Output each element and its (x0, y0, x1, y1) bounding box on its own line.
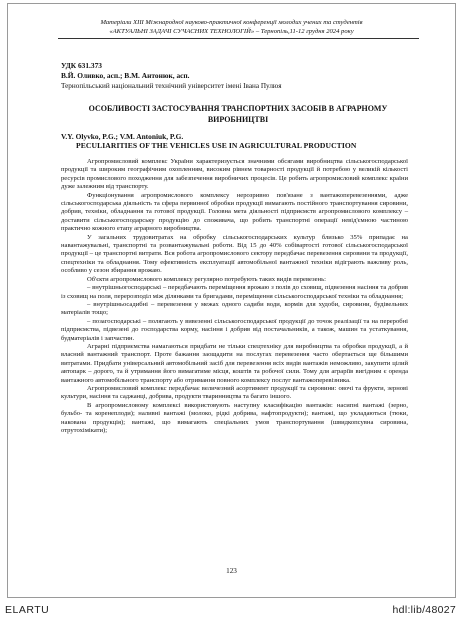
paragraph: Функціонування агропромислового комплексу нерозривно пов'язане з вантажоперевезеннями, адже сільськогосподарська діяльність та сфера первинної обробки продукції вимагають постійного транспортування сировини, добрив, техніки, обладнання та готової продукції. Головна мета діяльності підприємств агропромислового комплексу – доставити сільськогосподарську продукцію до споживача, що робить транспортні операції невід'ємною частиною практично кожного етапу аграрного виробництва. (61, 191, 408, 233)
article-body (61, 158, 408, 435)
affiliation-ukrainian: Тернопільський національний технічний університет імені Івана Пулюя (61, 82, 282, 90)
header-divider (58, 38, 419, 39)
paragraph: У загальних трудовитратах на обробку сільськогосподарських культур близько 35% припадає на навантажувальні, транспортні та розвантажувальні роботи. Від 15 до 40% собівартості готової сільськогосподарської продукції – це транспортні витрати. Вся робота агропромислового сектору передбачає перевезення сировини та продукції, спецтехніки та обладнання. Тому ефективність експлуатації автомобільної вантажної техніки відіграють важливу роль, особливо у сезон збирання врожаю. (61, 233, 408, 275)
list-item: – внутрішньогосподарські – передбачають переміщення врожаю з полів до сховищ, підвезення насіння та добрив із сховищ на поля, перерозподіл між ділянками та бригадами, переміщення сільськогосподарської техніки та обладнання; (61, 284, 408, 300)
conference-header-line2: «АКТУАЛЬНІ ЗАДАЧІ СУЧАСНИХ ТЕХНОЛОГІЙ» – Тернопіль,11-12 грудня 2024 року (109, 28, 354, 35)
authors-english: V.Y. Olyvko, P.G.; V.M. Antoniuk, P.G. (61, 132, 184, 141)
repository-name: ELARTU (5, 604, 50, 616)
paragraph: Об'єкти агропромислового комплексу регулярно потребують таких видів перевезень: (87, 275, 326, 283)
udk-code: УДК 631.373 (61, 61, 102, 70)
paragraph: Агропромисловий комплекс передбачає величезний асортимент продукції та сировини: овочі та фрукти, зернові культури, насіння та саджанці, добрива, продукти тваринництва та багато іншого. (61, 384, 408, 401)
title-ukrainian: ОСОБЛИВОСТІ ЗАСТОСУВАННЯ ТРАНСПОРТНИХ ЗАСОБІВ В АГРАРНОМУ ВИРОБНИЦТВІ (88, 104, 388, 124)
paragraph: В агропромисловому комплексі використовують наступну класифікацію вантажів: насипні вантажі (зерно, бульбо- та коренеплоди); наливні вантажі (молоко, рідкі добрива, нафтопродукти); вантажі, що укладаються (тюки, накована продукція); вантажі, що вимагають спеціальних умов транспортування (швидкопсувна сировина, отрутохімікати); (61, 401, 408, 434)
paragraph: Агропромисловий комплекс України характеризується значними обсягами виробництва сільськогосподарської продукції та широким географічним охопленням, високим рівнем товарності продукції й потребою у великій кількості ресурсів промислового походження для забезпечення виробничих процесів. Це робить агропромисловий комплекс країни дуже залежним від транспорту. (61, 158, 408, 191)
conference-header-line1: Матеріали XIII Міжнародної науково-практичної конференції молодих учених та студентів (100, 19, 363, 26)
document-page (7, 3, 456, 598)
authors-ukrainian: В.Й. Оливко, асп.; В.М. Антонюк, асп. (61, 71, 190, 80)
paragraph: Аграрні підприємства намагаються придбати не тільки спецтехніку для виробництва та обробки продукції, а й власний вантажний транспорт. Проте бажання заощадити на послугах перевезення часто обертається ще більшими витратами. Придбати універсальний автомобільний засіб для перевезення всіх видів вантажів неможливо, закупити цілий автопарк – дорого, та й утримання його вимагатиме місця, коштів та робочої сили. Тому для аграріїв вигідним є оренда вантажного автомобільного транспорту або отримання повного комплексу послуг вантажоперевізника. (61, 342, 408, 384)
list-item: – позагосподарські – полягають у вивезенні сільськогосподарської продукції до точок реалізації та на переробні підприємства, підвезені до господарства корму, насіння і добрив від постачальників, а також, машин та устаткування, будматеріалів і запчастин. (61, 317, 408, 342)
title-english: PECULIARITIES OF THE VEHICLES USE IN AGRICULTURAL PRODUCTION (76, 141, 357, 150)
page-number: 123 (226, 567, 237, 575)
handle-identifier: hdl:lib/48027 (392, 604, 456, 616)
list-item: – внутрішньосадибні – перевезення у межах одного садиби води, кормів для худоби, сировини, будівельних матеріалів тощо; (61, 300, 408, 317)
